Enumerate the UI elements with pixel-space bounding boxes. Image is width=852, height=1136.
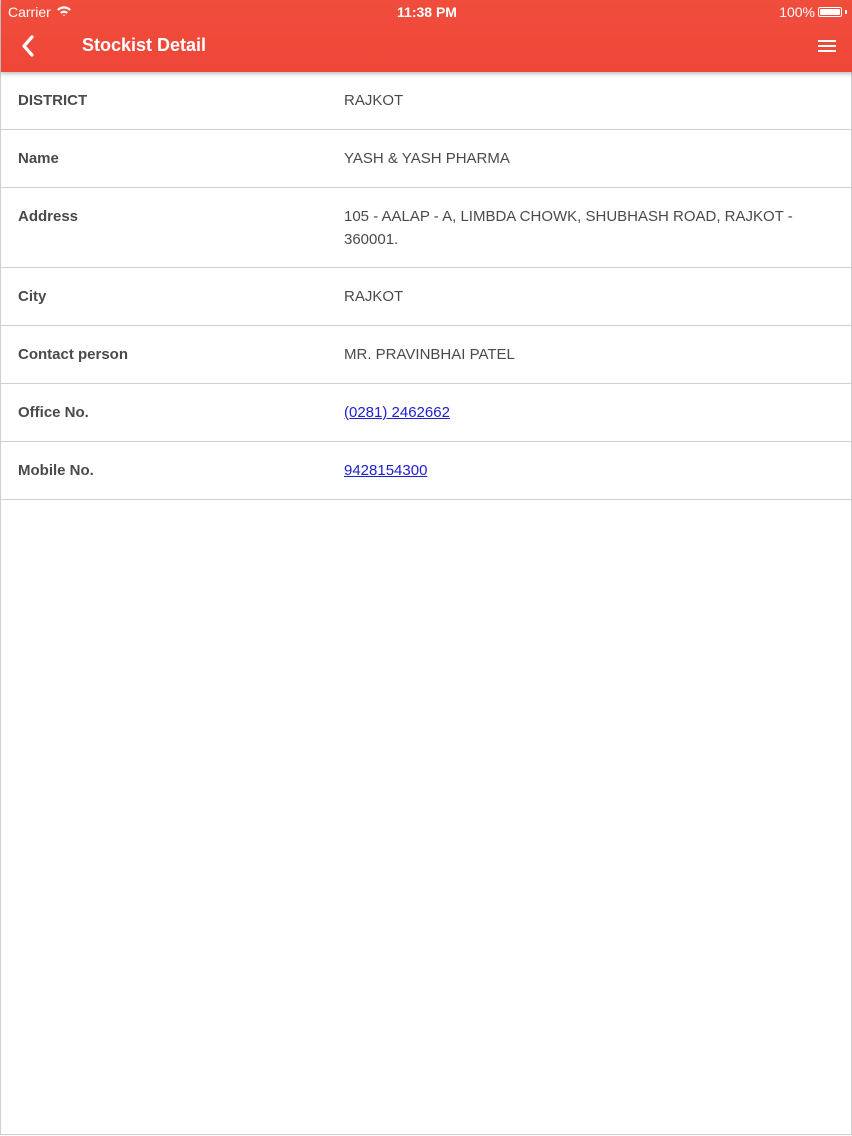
contact-person-value: MR. PRAVINBHAI PATEL — [344, 346, 515, 363]
back-button[interactable] — [11, 32, 45, 64]
navigation-bar — [1, 24, 852, 72]
battery-level-fill — [820, 9, 840, 15]
mobile-no-value — [344, 459, 837, 482]
menu-button[interactable] — [813, 34, 841, 62]
carrier-label: Carrier — [8, 4, 51, 20]
detail-row-mobile-no — [1, 442, 852, 500]
mobile-no-label: Mobile No. — [18, 462, 94, 479]
battery-indicator — [779, 4, 847, 20]
battery-icon — [818, 7, 842, 17]
page-title: Stockist Detail — [82, 35, 207, 55]
city-label: City — [18, 288, 47, 305]
office-no-label: Office No. — [18, 404, 89, 421]
chevron-left-icon — [20, 34, 36, 63]
district-label: DISTRICT — [18, 92, 88, 109]
battery-percentage: 100% — [779, 4, 815, 20]
header — [1, 0, 852, 72]
detail-row-office-no — [1, 384, 852, 442]
city-value: RAJKOT — [344, 288, 404, 305]
status-bar — [1, 0, 852, 24]
detail-row-city — [1, 268, 852, 326]
detail-row-district — [1, 72, 852, 130]
detail-row-contact-person — [1, 326, 852, 384]
address-label: Address — [18, 208, 79, 225]
office-phone-link[interactable]: (0281) 2462662 — [344, 404, 450, 421]
battery-cap — [845, 10, 847, 14]
name-label: Name — [18, 150, 59, 167]
stockist-detail-list — [1, 72, 852, 500]
office-no-value — [344, 401, 837, 424]
status-time: 11:38 PM — [397, 4, 457, 20]
district-value: RAJKOT — [344, 92, 404, 109]
detail-row-name — [1, 130, 852, 188]
contact-person-label: Contact person — [18, 346, 129, 363]
name-value: YASH & YASH PHARMA — [344, 150, 510, 167]
detail-row-address — [1, 188, 852, 268]
mobile-phone-link[interactable]: 9428154300 — [344, 462, 428, 479]
address-value: 105 - AALAP - A, LIMBDA CHOWK, SHUBHASH ROAD, RAJKOT - 360001. — [344, 208, 793, 248]
hamburger-menu-icon — [818, 39, 836, 58]
